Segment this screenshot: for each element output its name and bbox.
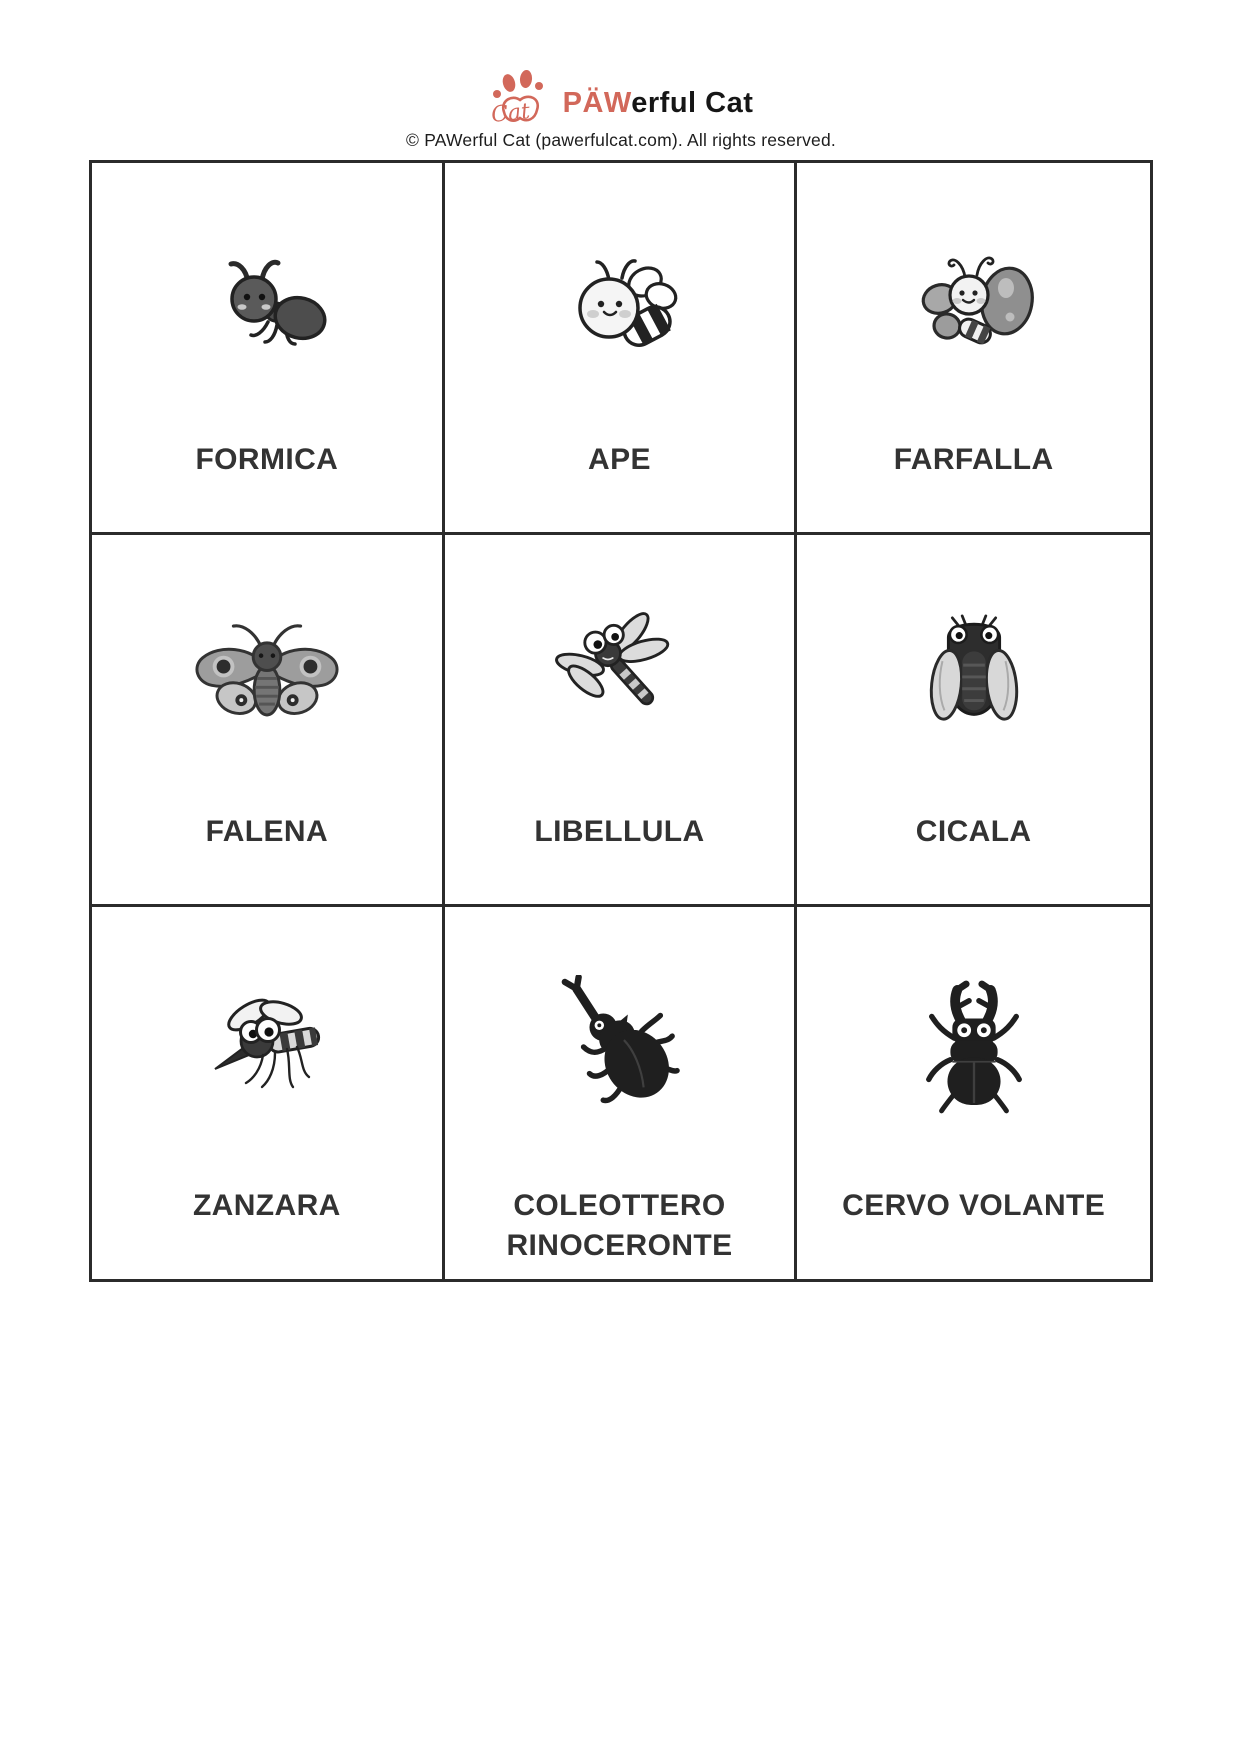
rhinoceros-beetle-icon bbox=[555, 975, 683, 1115]
card-icon-area bbox=[92, 568, 442, 775]
card-icon-area bbox=[92, 940, 442, 1148]
card-coleottero-rinoceronte bbox=[445, 907, 798, 1279]
copyright-line: © PAWerful Cat (pawerfulcat.com). All rights reserved. bbox=[406, 130, 836, 150]
card-icon-area bbox=[797, 196, 1150, 403]
ant-icon bbox=[206, 250, 328, 350]
brand-text bbox=[563, 89, 754, 124]
card-formica bbox=[92, 163, 445, 535]
card-icon-area bbox=[92, 196, 442, 403]
card-farfalla bbox=[797, 163, 1150, 535]
card-label: COLEOTTERO RINOCERONTE bbox=[506, 1189, 733, 1262]
card-label: APE bbox=[588, 442, 651, 476]
paw-script-text: Cat bbox=[489, 99, 531, 128]
mosquito-icon bbox=[201, 989, 333, 1101]
card-ape bbox=[445, 163, 798, 535]
card-cervo-volante bbox=[797, 907, 1150, 1279]
card-label: CERVO VOLANTE bbox=[842, 1189, 1106, 1222]
logo bbox=[0, 66, 1242, 128]
card-label: FORMICA bbox=[195, 442, 339, 476]
paw-print-icon bbox=[489, 70, 553, 128]
moth-icon bbox=[188, 615, 346, 729]
card-falena bbox=[92, 535, 445, 907]
page-header bbox=[0, 0, 1242, 151]
card-label: ZANZARA bbox=[192, 1189, 341, 1222]
card-label: FARFALLA bbox=[893, 442, 1054, 476]
dragonfly-icon bbox=[553, 607, 685, 737]
butterfly-icon bbox=[913, 247, 1035, 353]
card-icon-area bbox=[797, 940, 1150, 1148]
cicada-icon bbox=[914, 608, 1034, 736]
card-icon-area bbox=[445, 196, 795, 403]
card-icon-area bbox=[445, 568, 795, 775]
card-cicala bbox=[797, 535, 1150, 907]
bee-icon bbox=[557, 246, 681, 354]
card-label: CICALA bbox=[915, 814, 1032, 848]
brand-accent: PÄW bbox=[562, 87, 632, 119]
card-libellula bbox=[445, 535, 798, 907]
card-label: FALENA bbox=[205, 814, 329, 848]
brand-rest: erful Cat bbox=[631, 87, 754, 119]
card-zanzara bbox=[92, 907, 445, 1279]
stag-beetle-icon bbox=[915, 975, 1033, 1115]
card-label: LIBELLULA bbox=[534, 814, 705, 848]
flashcard-grid bbox=[89, 160, 1153, 1282]
card-icon-area bbox=[445, 940, 795, 1148]
card-icon-area bbox=[797, 568, 1150, 775]
